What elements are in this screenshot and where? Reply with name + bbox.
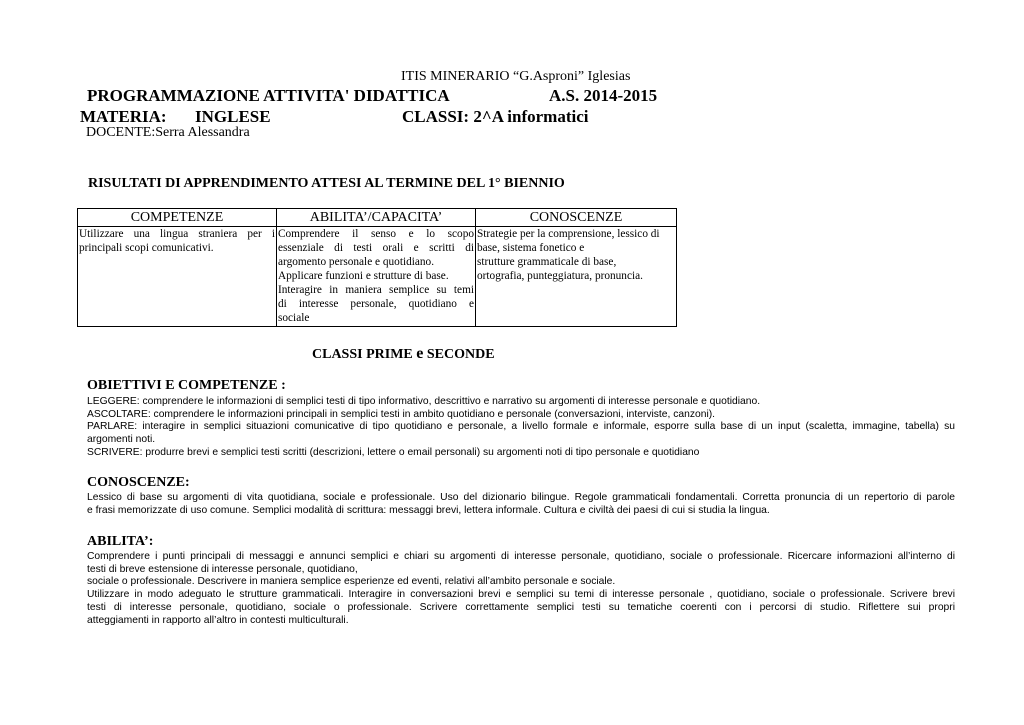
objectives-text: [87, 396, 955, 460]
skills-line: Comprendere i punti principali di messaggi e annunci semplici e chiari su argomenti di interesse personale, quotidiano, sociale o professionale. Ricercare informazioni all’interno di: [87, 551, 955, 562]
subject-value: INGLESE: [195, 107, 271, 126]
competenze-cell: [78, 227, 277, 327]
objective-line: ASCOLTARE: comprendere le informazioni principali in semplici testi in ambito quotidiano e personale (conversazioni, interviste, canzoni).: [87, 408, 716, 420]
column-header-conoscenze: CONOSCENZE: [476, 209, 677, 227]
cell-line: sociale: [278, 312, 310, 324]
table-row: [78, 227, 677, 327]
section-title: [312, 345, 495, 363]
cell-line: principali scopi comunicativi.: [79, 242, 214, 254]
section-title-e: e: [416, 345, 424, 362]
cell-line: base, sistema fonetico e: [477, 242, 585, 254]
knowledge-heading: CONOSCENZE:: [87, 475, 190, 490]
cell-line: Comprendere il senso e lo scopo: [278, 228, 474, 240]
section-title-part1: CLASSI PRIME: [312, 347, 413, 362]
classes-label: CLASSI: 2^A informatici: [402, 107, 589, 126]
cell-line: Interagire in maniera semplice su temi: [278, 284, 474, 296]
objective-line: LEGGERE: comprendere le informazioni di semplici testi di tipo informativo, descrittivo e narrativo su argomenti di interesse personale e quotidiano.: [87, 396, 761, 407]
subject-label: MATERIA:: [80, 107, 167, 126]
cell-line: strutture grammaticale di base,: [477, 256, 617, 268]
objective-line: argomenti noti.: [87, 434, 156, 446]
objective-line: SCRIVERE: produrre brevi e semplici testi scritti (descrizioni, lettere o email personali) su argomenti noti di tipo personale e quotidiano: [87, 446, 700, 458]
column-header-competenze: COMPETENZE: [78, 209, 277, 227]
competence-table: [77, 208, 677, 327]
skills-heading: ABILITA’:: [87, 534, 154, 549]
abilita-cell: [277, 227, 476, 327]
knowledge-line: e frasi memorizzate di uso comune. Semplici modalità di scrittura: messaggi brevi, lettera informale. Cultura e civiltà dei paesi di cui si studia la lingua.: [87, 504, 770, 516]
skills-line: testi di interesse personale, quotidiano, sociale o professionale. Scrivere correttamente semplici testi su tematiche coerenti con i percorsi di studio. Riflettere sui propri: [87, 601, 955, 613]
knowledge-text: [87, 492, 955, 517]
school-year: A.S. 2014-2015: [549, 86, 658, 105]
school-name: ITIS MINERARIO “G.Asproni” Iglesias: [401, 69, 631, 84]
cell-line: di interesse personale, quotidiano e: [278, 298, 474, 310]
cell-line: ortografia, punteggiatura, pronuncia.: [477, 270, 643, 282]
cell-line: argomento personale e quotidiano.: [278, 256, 435, 268]
conoscenze-cell: [476, 227, 677, 327]
objectives-heading: OBIETTIVI E COMPETENZE :: [87, 378, 286, 393]
skills-line: atteggiamenti in rapporto all’altro in contesti multiculturali.: [87, 614, 349, 626]
skills-line: sociale o professionale. Descrivere in maniera semplice esperienze ed eventi, relativi all’ambito personale e sociale.: [87, 576, 616, 588]
skills-text: [87, 551, 955, 627]
table-header-row: [78, 209, 677, 227]
skills-line: testi di breve estensione di interesse personale, quotidiano,: [87, 563, 358, 575]
skills-line: Utilizzare in modo adeguato le strutture grammaticali. Interagire in conversazioni brevi e semplici su temi di interesse personale , quotidiano, sociale o professionale. Scrivere brevi: [87, 589, 955, 601]
cell-line: Strategie per la comprensione, lessico di: [477, 228, 660, 240]
column-header-abilita: ABILITA’/CAPACITA’: [277, 209, 476, 227]
teacher-name: DOCENTE:Serra Alessandra: [86, 125, 250, 140]
results-heading: RISULTATI DI APPRENDIMENTO ATTESI AL TERMINE DEL 1° BIENNIO: [88, 176, 565, 191]
objective-line: PARLARE: interagire in semplici situazioni comunicative di tipo quotidiano e personale, a livello formale e informale, esporre sulla base di un input (scaletta, immagine, tabella) su: [87, 421, 955, 433]
knowledge-line: Lessico di base su argomenti di vita quotidiana, sociale e professionale. Uso del dizionario bilingue. Regole grammaticali fondamentali. Corretta pronuncia di un repertorio di parole: [87, 492, 955, 503]
cell-line: essenziale di testi orali e scritti di: [278, 242, 474, 254]
cell-line: Utilizzare una lingua straniera per i: [79, 228, 275, 240]
document-title: PROGRAMMAZIONE ATTIVITA' DIDATTICA: [87, 86, 450, 105]
cell-line: Applicare funzioni e strutture di base.: [278, 270, 449, 282]
section-title-part2: SECONDE: [426, 347, 495, 362]
